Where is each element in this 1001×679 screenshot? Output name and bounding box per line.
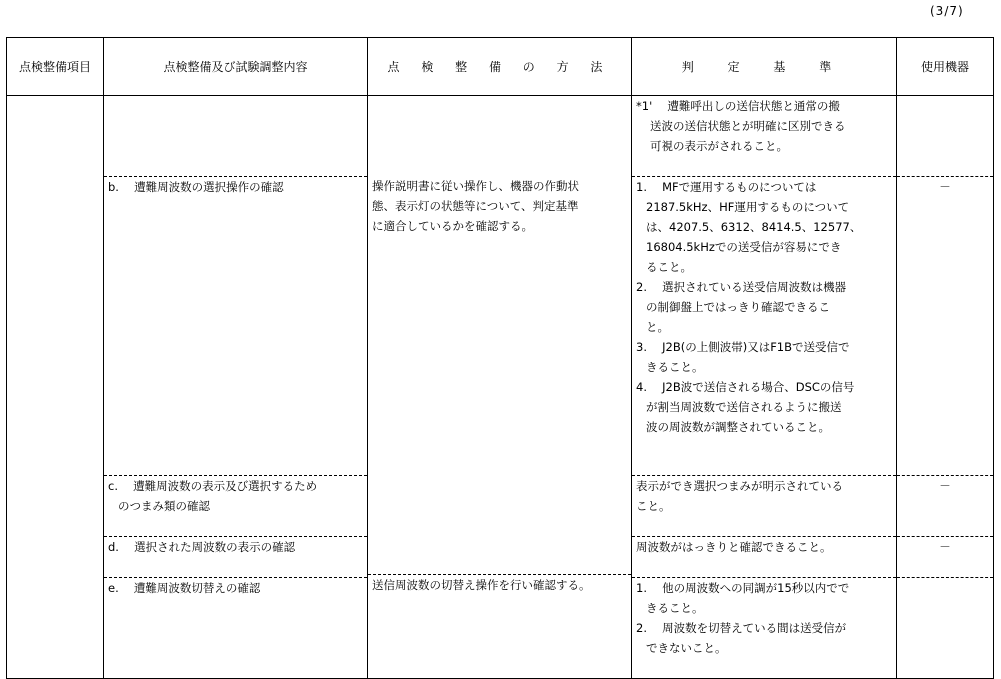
page-number: (3/7) xyxy=(930,4,964,18)
criteria-line: の制御盤上ではっきり確認できるこ xyxy=(646,300,830,314)
criteria-line: 1. 他の周波数への同調が15秒以内でで xyxy=(636,581,850,595)
criteria-line: 可視の表示がされること。 xyxy=(650,139,788,153)
criteria-continued xyxy=(632,96,896,177)
criteria-line: 3. J2B(の上側波帯)又はF1Bで送受信で xyxy=(636,340,850,354)
criteria-line: 表示ができ選択つまみが明示されている xyxy=(636,479,843,493)
method-shared xyxy=(368,176,631,575)
criteria-item-e xyxy=(632,578,896,678)
criteria-item-c xyxy=(632,476,896,537)
criteria-item-b xyxy=(632,177,896,476)
inspection-item-cell xyxy=(7,96,104,679)
method-column xyxy=(368,96,632,679)
method-e-text: 送信周波数の切替え操作を行い確認する。 xyxy=(372,578,591,592)
content-item-b xyxy=(104,177,367,476)
equipment-item-d xyxy=(897,537,993,578)
criteria-line: きること。 xyxy=(646,601,704,615)
criteria-line: と。 xyxy=(646,320,669,334)
criteria-line: *1' 遭難呼出しの送信状態と通常の搬 xyxy=(636,99,840,113)
equipment-item-b xyxy=(897,177,993,476)
content-e-text: e. 遭難周波数切替えの確認 xyxy=(108,581,261,595)
content-d-text: d. 選択された周波数の表示の確認 xyxy=(108,540,296,554)
criteria-line: 送波の送信状態とが明確に区別できる xyxy=(650,119,846,133)
equipment-column xyxy=(897,96,994,679)
criteria-column xyxy=(632,96,897,679)
body-row xyxy=(7,96,994,679)
header-row xyxy=(7,38,994,96)
criteria-line: 波の周波数が調整されていること。 xyxy=(646,420,830,434)
criteria-item-d xyxy=(632,537,896,578)
equipment-c-dash: － xyxy=(939,479,951,493)
header-equipment: 使用機器 xyxy=(897,38,994,96)
header-method: 点 検 整 備 の 方 法 xyxy=(368,38,632,96)
equipment-item-c xyxy=(897,476,993,537)
criteria-line: 4. J2B波で送信される場合、DSCの信号 xyxy=(636,380,855,394)
equipment-continued xyxy=(897,96,993,177)
equipment-item-e xyxy=(897,578,993,678)
header-inspection-item: 点検整備項目 xyxy=(7,38,104,96)
content-item-c xyxy=(104,476,367,537)
content-c-line1: c. 遭難周波数の表示及び選択するため xyxy=(108,479,318,493)
method-continued xyxy=(368,96,631,176)
method-item-e xyxy=(368,575,631,675)
content-item-e xyxy=(104,578,367,678)
content-item-d xyxy=(104,537,367,578)
criteria-line: 2. 選択されている送受信周波数は機器 xyxy=(636,280,847,294)
criteria-line: は、4207.5、6312、8414.5、12577、 xyxy=(646,220,862,234)
method-line: 態、表示灯の状態等について、判定基準 xyxy=(372,199,579,213)
criteria-line: きること。 xyxy=(646,360,704,374)
content-c-line2: のつまみ類の確認 xyxy=(118,499,210,513)
header-criteria: 判 定 基 準 xyxy=(632,38,897,96)
equipment-b-dash: － xyxy=(939,180,951,194)
criteria-line: こと。 xyxy=(636,499,671,513)
criteria-line: 1. MFで運用するものについては xyxy=(636,180,817,194)
criteria-line: 16804.5kHzでの送受信が容易にでき xyxy=(646,240,842,254)
criteria-line: 周波数がはっきりと確認できること。 xyxy=(636,540,832,554)
criteria-line: 2187.5kHz、HF運用するものについて xyxy=(646,200,850,214)
criteria-line: ること。 xyxy=(646,260,692,274)
header-content: 点検整備及び試験調整内容 xyxy=(104,38,368,96)
criteria-line: 2. 周波数を切替えている間は送受信が xyxy=(636,621,847,635)
equipment-d-dash: － xyxy=(939,540,951,554)
method-line: 操作説明書に従い操作し、機器の作動状 xyxy=(372,179,579,193)
criteria-line: が割当周波数で送信されるように搬送 xyxy=(646,400,842,414)
content-column xyxy=(104,96,368,679)
inspection-table xyxy=(6,37,994,679)
content-b-text: b. 遭難周波数の選択操作の確認 xyxy=(108,180,284,194)
criteria-line: できないこと。 xyxy=(646,641,727,655)
method-line: に適合しているかを確認する。 xyxy=(372,219,533,233)
content-continued xyxy=(104,96,367,177)
